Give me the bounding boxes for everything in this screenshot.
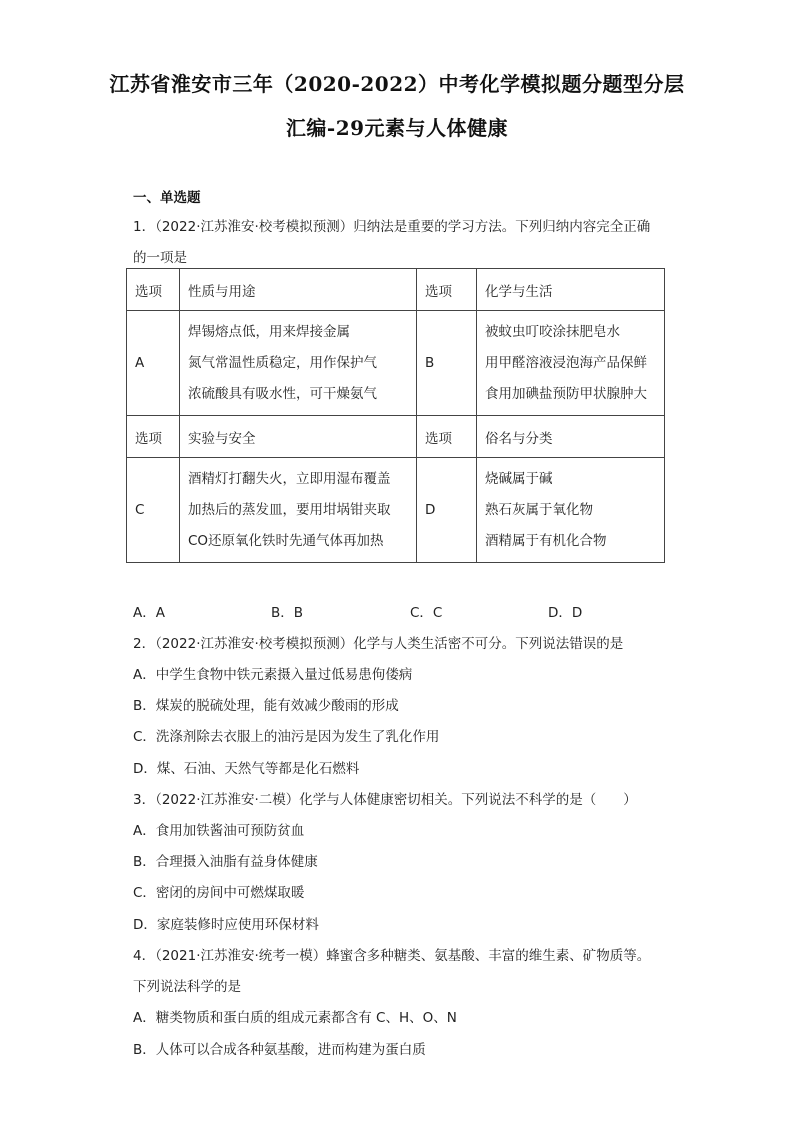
q3-option-c: C．密闭的房间中可燃煤取暖 [133, 885, 305, 901]
table-cell: 选项 [417, 269, 477, 311]
option-b-items [477, 311, 665, 416]
q2-option-a: A．中学生食物中铁元素摄入量过低易患佝偻病 [133, 667, 413, 683]
q2-option-b: B．煤炭的脱硫处理，能有效减少酸雨的形成 [133, 698, 399, 714]
list-item: 加热后的蒸发皿，要用坩埚钳夹取 [188, 501, 391, 518]
list-item: 焊锡熔点低，用来焊接金属 [188, 323, 350, 340]
list-item: 浓硫酸具有吸水性，可干燥氨气 [188, 385, 377, 402]
choice-d: D．D [548, 605, 583, 621]
q1-stem-line2: 的一项是 [133, 250, 187, 266]
q4-option-a: A．糖类物质和蛋白质的组成元素都含有 C、H、O、N [133, 1010, 457, 1026]
q3-stem: 3．（2022·江苏淮安·二模）化学与人体健康密切相关。下列说法不科学的是（ ） [133, 792, 637, 808]
list-item: 氮气常温性质稳定，用作保护气 [188, 354, 377, 371]
option-label-a: A [127, 311, 180, 416]
choice-b: B．B [271, 605, 304, 621]
choice-c: C．C [410, 605, 443, 621]
list-item: 用甲醛溶液浸泡海产品保鲜 [485, 354, 647, 371]
section-heading: 一、单选题 [133, 190, 201, 206]
q3-option-d: D．家庭装修时应使用环保材料 [133, 917, 319, 933]
table-cell: 选项 [127, 269, 180, 311]
option-c-items [180, 458, 417, 563]
table-header-row [127, 269, 665, 311]
option-label-d: D [417, 458, 477, 563]
table-cell: 选项 [127, 416, 180, 458]
list-item: 酒精灯打翻失火，立即用湿布覆盖 [188, 470, 391, 487]
q4-stem-line1: 4．（2021·江苏淮安·统考一模）蜂蜜含多种糖类、氨基酸、丰富的维生素、矿物质等。 [133, 948, 651, 964]
document-title-line1: 江苏省淮安市三年（2020-2022）中考化学模拟题分题型分层 [109, 72, 685, 96]
table-cell: 实验与安全 [180, 416, 417, 458]
list-item: 食用加碘盐预防甲状腺肿大 [485, 385, 647, 402]
option-a-items [180, 311, 417, 416]
list-item: 熟石灰属于氧化物 [485, 501, 593, 518]
list-item: CO还原氧化铁时先通气体再加热 [188, 532, 384, 549]
choice-a: A．A [133, 605, 165, 621]
option-label-c: C [127, 458, 180, 563]
q4-stem-line2: 下列说法科学的是 [133, 979, 241, 995]
q2-option-c: C．洗涤剂除去衣服上的油污是因为发生了乳化作用 [133, 729, 440, 745]
q2-stem: 2．（2022·江苏淮安·校考模拟预测）化学与人类生活密不可分。下列说法错误的是 [133, 636, 624, 652]
option-label-b: B [417, 311, 477, 416]
table-cell: 俗名与分类 [477, 416, 665, 458]
q3-option-a: A．食用加铁酱油可预防贫血 [133, 823, 305, 839]
q4-option-b: B．人体可以合成各种氨基酸，进而构建为蛋白质 [133, 1042, 426, 1058]
table-row [127, 311, 665, 416]
table-cell: 选项 [417, 416, 477, 458]
list-item: 被蚊虫叮咬涂抹肥皂水 [485, 323, 620, 340]
table-header-row [127, 416, 665, 458]
q1-stem-line1: 1．（2022·江苏淮安·校考模拟预测）归纳法是重要的学习方法。下列归纳内容完全正确 [133, 219, 651, 235]
table-cell: 性质与用途 [180, 269, 417, 311]
document-title-line2: 汇编-29元素与人体健康 [285, 116, 509, 140]
list-item: 烧碱属于碱 [485, 470, 553, 487]
list-item: 酒精属于有机化合物 [485, 532, 607, 549]
table-row [127, 458, 665, 563]
option-d-items [477, 458, 665, 563]
q1-table [126, 268, 665, 563]
q2-option-d: D．煤、石油、天然气等都是化石燃料 [133, 761, 360, 777]
table-cell: 化学与生活 [477, 269, 665, 311]
q3-option-b: B．合理摄入油脂有益身体健康 [133, 854, 318, 870]
